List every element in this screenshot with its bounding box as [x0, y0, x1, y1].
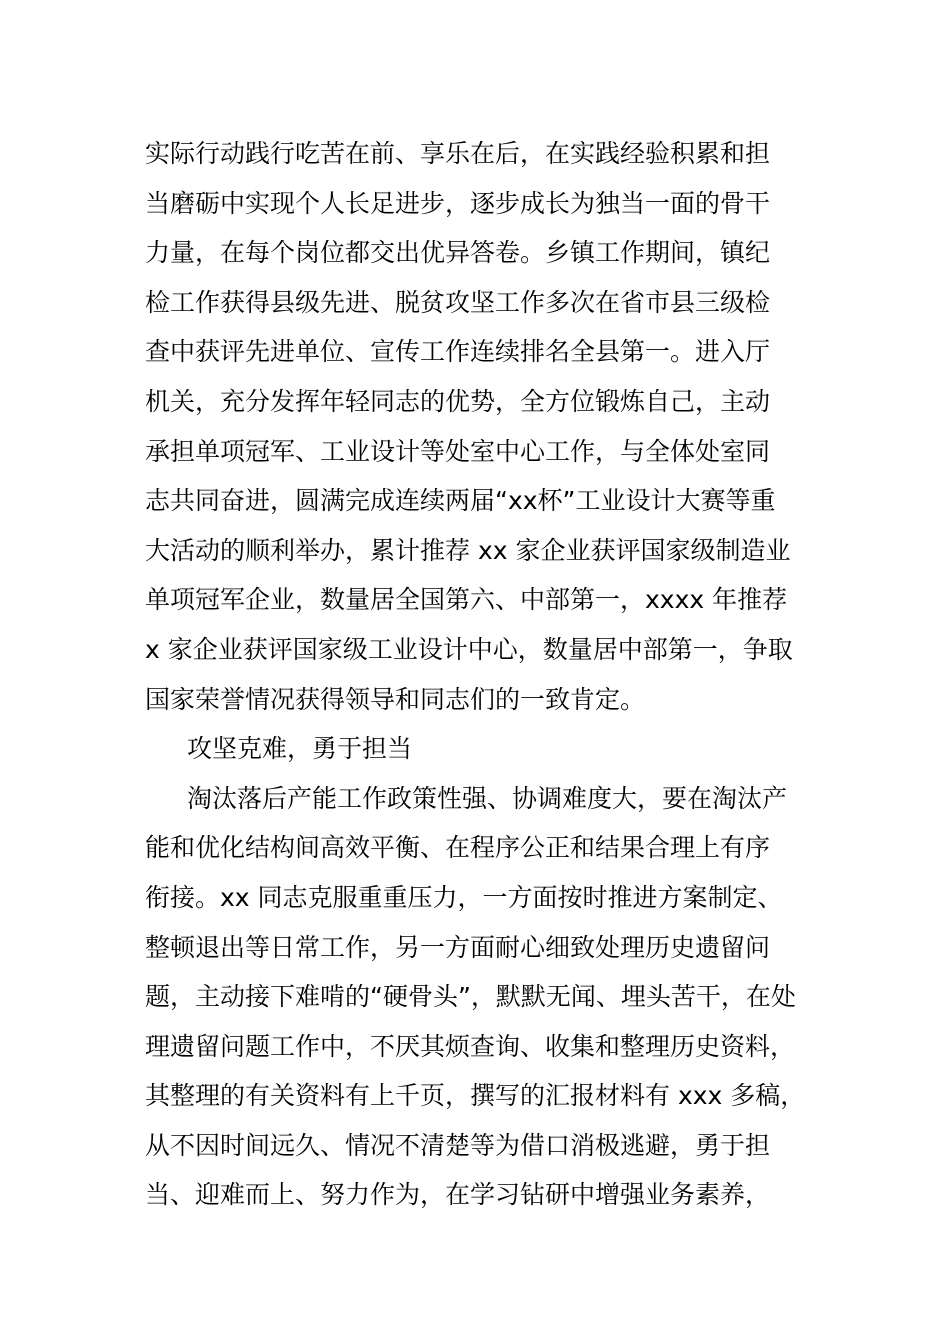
- text-line: 大活动的顺利举办，累计推荐 xx 家企业获评国家级制造业: [145, 535, 791, 565]
- text-line: 机关，充分发挥年轻同志的优势，全方位锻炼自己，主动: [145, 386, 771, 416]
- text-line: 实际行动践行吃苦在前、享乐在后，在实践经验积累和担: [145, 139, 771, 168]
- text-line: 承担单项冠军、工业设计等处室中心工作，与全体处室同: [145, 436, 771, 466]
- text-line: 检工作获得县级先进、脱贫攻坚工作多次在省市县三级检: [145, 287, 771, 317]
- text-line: 理遗留问题工作中，不厌其烦查询、收集和整理历史资料，: [145, 1031, 796, 1061]
- text-line: 当磨砺中实现个人长足进步，逐步成长为独当一面的骨干: [145, 188, 771, 218]
- text-line: 题，主动接下难啃的“硬骨头”，默默无闻、埋头苦干，在处: [145, 982, 796, 1012]
- text-line: x 家企业获评国家级工业设计中心，数量居中部第一，争取: [145, 634, 793, 664]
- text-line: 淘汰落后产能工作政策性强、协调难度大，要在淘汰产: [187, 783, 788, 813]
- text-line: 衔接。xx 同志克服重重压力，一方面按时推进方案制定、: [145, 882, 783, 912]
- text-line: 能和优化结构间高效平衡、在程序公正和结果合理上有序: [145, 833, 771, 863]
- text-line: 单项冠军企业，数量居全国第六、中部第一，xxxx 年推荐: [145, 585, 788, 615]
- text-line: 从不因时间远久、情况不清楚等为借口消极逃避，勇于担: [145, 1130, 771, 1160]
- text-line: 当、迎难而上、努力作为，在学习钻研中增强业务素养，: [145, 1180, 771, 1210]
- text-line: 力量，在每个岗位都交出优异答卷。乡镇工作期间，镇纪: [145, 238, 771, 268]
- text-line: 国家荣誉情况获得领导和同志们的一致肯定。: [145, 684, 646, 714]
- section-heading: 攻坚克难，勇于担当: [187, 734, 413, 764]
- text-line: 整顿退出等日常工作，另一方面耐心细致处理历史遗留问: [145, 932, 771, 962]
- text-line: 查中获评先进单位、宣传工作连续排名全县第一。进入厅: [145, 337, 771, 367]
- text-line: 其整理的有关资料有上千页，撰写的汇报材料有 xxx 多稿，: [145, 1081, 806, 1111]
- body-text: [145, 129, 815, 1220]
- text-line: 志共同奋进，圆满完成连续两届“xx杯”工业设计大赛等重: [145, 486, 776, 516]
